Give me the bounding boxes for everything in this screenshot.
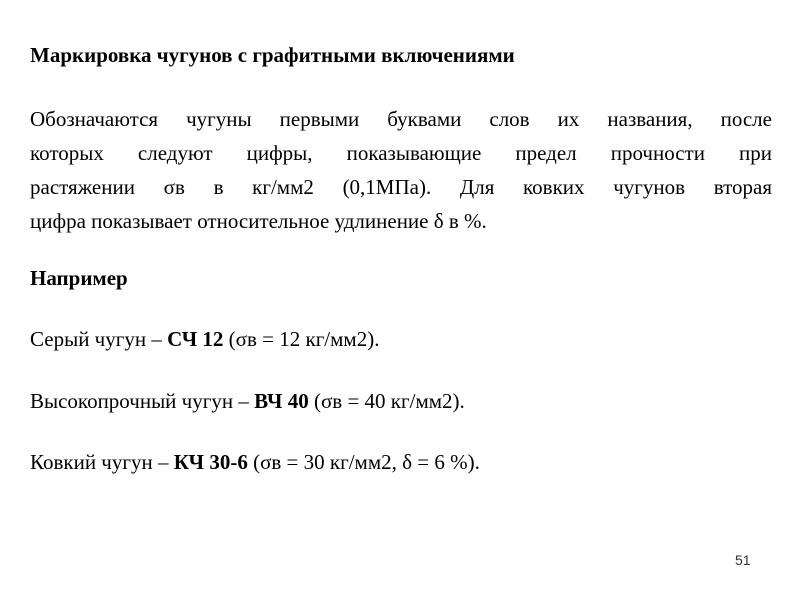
example-suffix: (σв = 40 кг/мм2).	[308, 389, 465, 413]
example-prefix: Ковкий чугун –	[30, 450, 174, 474]
example-suffix: (σв = 12 кг/мм2).	[223, 327, 380, 351]
example-grade: ВЧ 40	[254, 389, 309, 413]
example-prefix: Серый чугун –	[30, 327, 168, 351]
intro-line-3: растяжении σв в кг/мм2 (0,1МПа). Для ковких чугунов вторая	[30, 175, 772, 199]
intro-line-2: которых следуют цифры, показывающие предел прочности при	[30, 141, 772, 165]
example-malleable-iron	[30, 448, 480, 476]
example-prefix: Высокопрочный чугун –	[30, 389, 255, 413]
example-ductile-iron	[30, 387, 465, 415]
intro-line-4: цифра показывает относительное удлинение δ в %.	[30, 209, 487, 233]
example-gray-iron	[30, 325, 379, 353]
page-number: 51	[735, 552, 751, 568]
example-grade: СЧ 12	[167, 327, 224, 351]
example-grade: КЧ 30-6	[173, 450, 248, 474]
intro-line-1: Обозначаются чугуны первыми буквами слов их названия, после	[30, 107, 772, 131]
example-suffix: (σв = 30 кг/мм2, δ = 6 %).	[247, 450, 480, 474]
example-heading: Например	[30, 266, 128, 290]
slide-title: Маркировка чугунов с графитными включениями	[30, 43, 515, 67]
intro-paragraph	[30, 102, 772, 238]
